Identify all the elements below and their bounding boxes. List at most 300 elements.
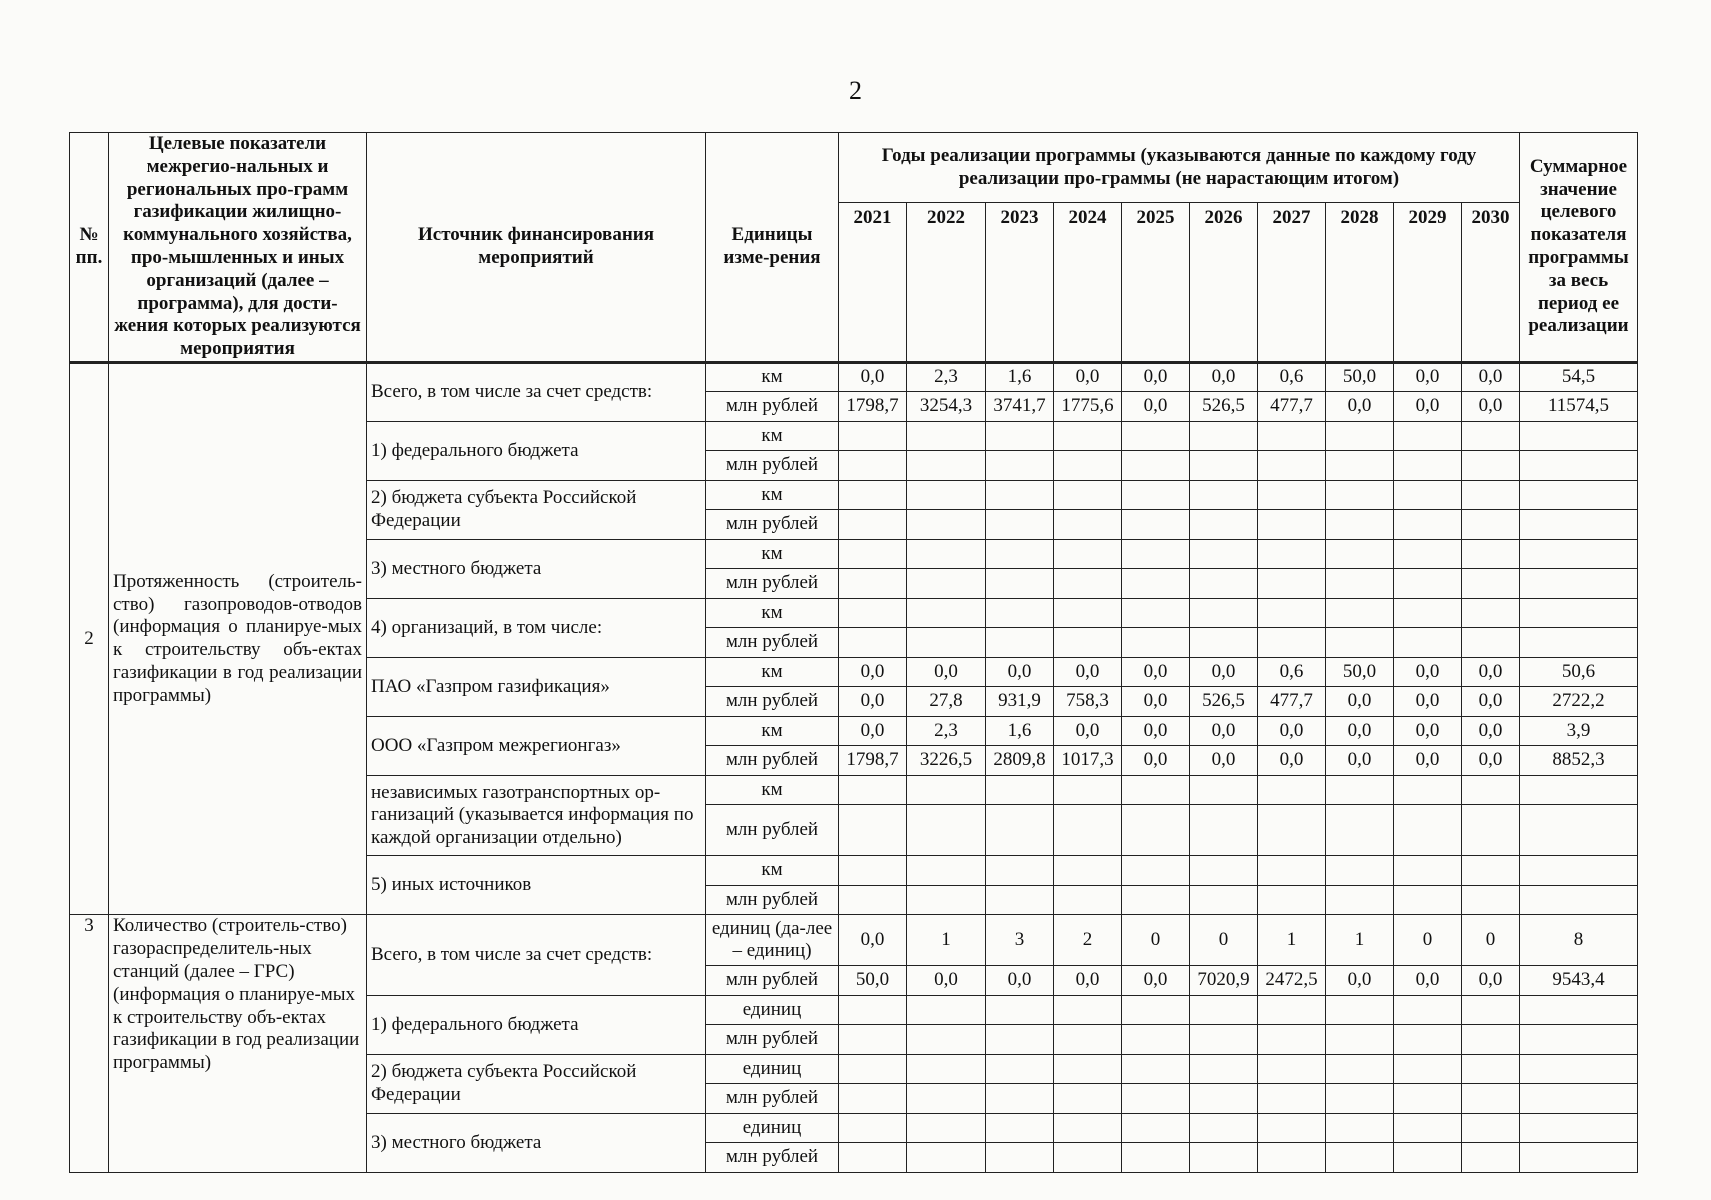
total-value-cell	[1520, 421, 1638, 451]
unit-cell: млн рублей	[706, 628, 839, 658]
year-value-cell: 0,0	[839, 362, 907, 392]
year-value-cell: 3	[986, 915, 1054, 966]
year-value-cell	[1122, 628, 1190, 658]
year-value-cell	[1122, 1054, 1190, 1084]
year-value-cell: 0,0	[1258, 716, 1326, 746]
year-value-cell	[1054, 885, 1122, 915]
year-value-cell	[1326, 510, 1394, 540]
header-year: 2027	[1258, 203, 1326, 363]
year-value-cell	[839, 1113, 907, 1143]
header-year: 2030	[1462, 203, 1520, 363]
year-value-cell	[907, 539, 986, 569]
year-value-cell	[907, 995, 986, 1025]
year-value-cell	[1258, 421, 1326, 451]
year-value-cell: 0,0	[1122, 716, 1190, 746]
total-value-cell: 9543,4	[1520, 966, 1638, 996]
year-value-cell	[1190, 421, 1258, 451]
year-value-cell	[907, 628, 986, 658]
year-value-cell	[1258, 1143, 1326, 1173]
unit-cell: км	[706, 856, 839, 886]
year-value-cell	[1258, 775, 1326, 805]
year-value-cell	[1394, 628, 1462, 658]
unit-cell: единиц (да-лее – единиц)	[706, 915, 839, 966]
indicator-name: Протяженность (строитель-ство) газопроводов-отводов (информация о планируе-мых к строительству объ-ектах газификации в год реализации программы)	[109, 362, 367, 915]
year-value-cell	[986, 451, 1054, 481]
year-value-cell: 0,0	[907, 657, 986, 687]
year-value-cell	[986, 480, 1054, 510]
funding-source: 1) федерального бюджета	[367, 421, 706, 480]
year-value-cell	[1054, 628, 1122, 658]
year-value-cell	[1122, 775, 1190, 805]
year-value-cell: 0,0	[839, 915, 907, 966]
year-value-cell: 1	[1326, 915, 1394, 966]
year-value-cell: 50,0	[1326, 362, 1394, 392]
header-no: № пп.	[70, 133, 109, 363]
year-value-cell	[1462, 1054, 1520, 1084]
year-value-cell	[1258, 510, 1326, 540]
year-value-cell	[1326, 856, 1394, 886]
unit-cell: млн рублей	[706, 966, 839, 996]
year-value-cell: 0,0	[907, 966, 986, 996]
header-indicator: Целевые показатели межрегио-нальных и региональных про-грамм газификации жилищно-коммунального хозяйства, про-мышленных и иных организаций (далее – программа), для дости-жения которых реализуются мероприятия	[109, 133, 367, 363]
year-value-cell	[1054, 1143, 1122, 1173]
year-value-cell	[1326, 805, 1394, 856]
year-value-cell	[1462, 628, 1520, 658]
unit-cell: км	[706, 362, 839, 392]
year-value-cell	[1122, 1113, 1190, 1143]
year-value-cell: 1798,7	[839, 392, 907, 422]
year-value-cell: 0,0	[1462, 966, 1520, 996]
year-value-cell	[1394, 539, 1462, 569]
year-value-cell: 0,0	[839, 657, 907, 687]
year-value-cell	[1190, 569, 1258, 599]
year-value-cell: 0	[1122, 915, 1190, 966]
year-value-cell: 0,0	[1054, 362, 1122, 392]
year-value-cell	[1258, 480, 1326, 510]
year-value-cell	[986, 569, 1054, 599]
year-value-cell: 0,0	[1462, 746, 1520, 776]
header-total: Суммарное значение целевого показателя программы за весь период ее реализации	[1520, 133, 1638, 363]
year-value-cell	[1122, 480, 1190, 510]
year-value-cell: 0,0	[1394, 362, 1462, 392]
header-year: 2021	[839, 203, 907, 363]
year-value-cell	[839, 628, 907, 658]
year-value-cell	[907, 510, 986, 540]
header-year: 2029	[1394, 203, 1462, 363]
year-value-cell: 0,0	[1326, 716, 1394, 746]
unit-cell: млн рублей	[706, 451, 839, 481]
total-value-cell	[1520, 1113, 1638, 1143]
year-value-cell	[1122, 856, 1190, 886]
year-value-cell	[1054, 539, 1122, 569]
year-value-cell	[839, 775, 907, 805]
year-value-cell	[1258, 885, 1326, 915]
year-value-cell: 0,0	[1462, 687, 1520, 717]
year-value-cell	[1326, 1054, 1394, 1084]
year-value-cell	[1462, 856, 1520, 886]
targets-table	[69, 132, 1638, 1173]
year-value-cell	[907, 569, 986, 599]
table-body	[70, 362, 1638, 1172]
year-value-cell: 0,0	[1394, 392, 1462, 422]
header-year: 2025	[1122, 203, 1190, 363]
unit-cell: млн рублей	[706, 1084, 839, 1114]
total-value-cell	[1520, 1054, 1638, 1084]
year-value-cell: 1	[1258, 915, 1326, 966]
total-value-cell: 3,9	[1520, 716, 1638, 746]
year-value-cell	[839, 885, 907, 915]
year-value-cell	[986, 775, 1054, 805]
year-value-cell	[1326, 995, 1394, 1025]
year-value-cell: 0,0	[1122, 657, 1190, 687]
page-number: 2	[849, 76, 862, 105]
year-value-cell	[1122, 885, 1190, 915]
funding-source: ПАО «Газпром газификация»	[367, 657, 706, 716]
year-value-cell	[1326, 569, 1394, 599]
year-value-cell	[1394, 1025, 1462, 1055]
unit-cell: км	[706, 539, 839, 569]
year-value-cell	[839, 856, 907, 886]
year-value-cell	[1462, 1143, 1520, 1173]
year-value-cell	[1394, 569, 1462, 599]
header-years: Годы реализации программы (указываются данные по каждому году реализации про-граммы (не нарастающим итогом)	[839, 133, 1520, 203]
funding-source: 5) иных источников	[367, 856, 706, 915]
year-value-cell	[1258, 1025, 1326, 1055]
indicator-name: Количество (строитель-ство) газораспределитель-ных станций (далее – ГРС) (информация о планируе-мых к строительству объ-ектах газификации в год реализации программы)	[109, 915, 367, 1173]
header-source: Источник финансирования мероприятий	[367, 133, 706, 363]
year-value-cell	[1326, 1025, 1394, 1055]
year-value-cell: 0,0	[1326, 966, 1394, 996]
year-value-cell: 3741,7	[986, 392, 1054, 422]
year-value-cell: 477,7	[1258, 392, 1326, 422]
year-value-cell	[986, 1025, 1054, 1055]
year-value-cell	[986, 1113, 1054, 1143]
year-value-cell: 1	[907, 915, 986, 966]
header-unit: Единицы изме-рения	[706, 133, 839, 363]
year-value-cell: 0	[1190, 915, 1258, 966]
unit-cell: единиц	[706, 1054, 839, 1084]
year-value-cell: 2472,5	[1258, 966, 1326, 996]
year-value-cell	[1054, 421, 1122, 451]
year-value-cell	[839, 1143, 907, 1173]
year-value-cell	[839, 510, 907, 540]
year-value-cell: 0,0	[1394, 657, 1462, 687]
total-value-cell	[1520, 856, 1638, 886]
year-value-cell	[1326, 1113, 1394, 1143]
header-year: 2026	[1190, 203, 1258, 363]
year-value-cell	[1394, 510, 1462, 540]
year-value-cell	[1462, 569, 1520, 599]
funding-source: ООО «Газпром межрегионгаз»	[367, 716, 706, 775]
year-value-cell	[1054, 510, 1122, 540]
year-value-cell	[1394, 421, 1462, 451]
year-value-cell	[1122, 598, 1190, 628]
total-value-cell	[1520, 480, 1638, 510]
year-value-cell	[839, 1084, 907, 1114]
total-value-cell	[1520, 451, 1638, 481]
year-value-cell	[1190, 539, 1258, 569]
unit-cell: млн рублей	[706, 687, 839, 717]
year-value-cell	[839, 995, 907, 1025]
funding-source: 3) местного бюджета	[367, 1113, 706, 1172]
unit-cell: млн рублей	[706, 1143, 839, 1173]
funding-source: 1) федерального бюджета	[367, 995, 706, 1054]
year-value-cell	[1122, 510, 1190, 540]
year-value-cell	[1394, 775, 1462, 805]
year-value-cell	[1462, 995, 1520, 1025]
year-value-cell	[1462, 421, 1520, 451]
year-value-cell: 0,0	[1122, 392, 1190, 422]
total-value-cell	[1520, 995, 1638, 1025]
funding-source: 4) организаций, в том числе:	[367, 598, 706, 657]
funding-source: 3) местного бюджета	[367, 539, 706, 598]
year-value-cell: 2809,8	[986, 746, 1054, 776]
year-value-cell: 0,0	[1190, 746, 1258, 776]
year-value-cell	[839, 421, 907, 451]
year-value-cell	[986, 539, 1054, 569]
year-value-cell	[1054, 1113, 1122, 1143]
year-value-cell	[1054, 1025, 1122, 1055]
year-value-cell	[839, 1054, 907, 1084]
year-value-cell: 0,6	[1258, 657, 1326, 687]
year-value-cell: 0,0	[1326, 392, 1394, 422]
year-value-cell: 1798,7	[839, 746, 907, 776]
total-value-cell	[1520, 569, 1638, 599]
year-value-cell	[1326, 421, 1394, 451]
unit-cell: млн рублей	[706, 1025, 839, 1055]
year-value-cell	[1258, 1113, 1326, 1143]
year-value-cell	[1122, 539, 1190, 569]
year-value-cell	[1258, 451, 1326, 481]
unit-cell: км	[706, 480, 839, 510]
unit-cell: млн рублей	[706, 805, 839, 856]
funding-source: независимых газотранспортных ор-ганизаций (указывается информация по каждой организации отдельно)	[367, 775, 706, 856]
header-year: 2024	[1054, 203, 1122, 363]
header-year: 2023	[986, 203, 1054, 363]
unit-cell: млн рублей	[706, 510, 839, 540]
year-value-cell	[1326, 539, 1394, 569]
year-value-cell	[907, 805, 986, 856]
year-value-cell	[1190, 885, 1258, 915]
year-value-cell	[1054, 775, 1122, 805]
year-value-cell: 0,0	[1190, 362, 1258, 392]
year-value-cell	[1258, 1084, 1326, 1114]
year-value-cell: 0,0	[1054, 966, 1122, 996]
year-value-cell	[839, 805, 907, 856]
total-value-cell	[1520, 598, 1638, 628]
year-value-cell: 0,0	[1462, 657, 1520, 687]
year-value-cell	[1394, 805, 1462, 856]
year-value-cell	[1054, 480, 1122, 510]
year-value-cell	[839, 598, 907, 628]
year-value-cell: 0	[1394, 915, 1462, 966]
indicator-number: 3	[70, 915, 109, 1173]
year-value-cell	[986, 510, 1054, 540]
year-value-cell	[1326, 480, 1394, 510]
total-value-cell: 50,6	[1520, 657, 1638, 687]
total-value-cell	[1520, 775, 1638, 805]
year-value-cell	[986, 421, 1054, 451]
year-value-cell: 0,0	[1394, 746, 1462, 776]
year-value-cell	[907, 1084, 986, 1114]
year-value-cell	[1394, 885, 1462, 915]
total-value-cell	[1520, 805, 1638, 856]
year-value-cell: 50,0	[1326, 657, 1394, 687]
year-value-cell: 1,6	[986, 362, 1054, 392]
year-value-cell	[986, 885, 1054, 915]
total-value-cell	[1520, 885, 1638, 915]
year-value-cell	[1462, 1084, 1520, 1114]
year-value-cell	[1190, 480, 1258, 510]
year-value-cell	[1258, 856, 1326, 886]
year-value-cell	[907, 598, 986, 628]
year-value-cell	[1258, 995, 1326, 1025]
year-value-cell: 27,8	[907, 687, 986, 717]
year-value-cell: 0,0	[1054, 716, 1122, 746]
year-value-cell: 0,0	[1394, 966, 1462, 996]
unit-cell: млн рублей	[706, 885, 839, 915]
year-value-cell: 0,0	[986, 657, 1054, 687]
indicator-number: 2	[70, 362, 109, 915]
year-value-cell: 3226,5	[907, 746, 986, 776]
total-value-cell: 8	[1520, 915, 1638, 966]
year-value-cell	[1054, 1054, 1122, 1084]
year-value-cell	[1394, 1054, 1462, 1084]
total-value-cell	[1520, 1025, 1638, 1055]
total-value-cell	[1520, 1084, 1638, 1114]
funding-source: Всего, в том числе за счет средств:	[367, 915, 706, 996]
year-value-cell	[1326, 1084, 1394, 1114]
year-value-cell: 50,0	[839, 966, 907, 996]
year-value-cell: 0,0	[1190, 657, 1258, 687]
year-value-cell: 2,3	[907, 362, 986, 392]
year-value-cell: 477,7	[1258, 687, 1326, 717]
year-value-cell	[907, 1054, 986, 1084]
year-value-cell	[1054, 856, 1122, 886]
year-value-cell	[1190, 856, 1258, 886]
year-value-cell	[1190, 510, 1258, 540]
year-value-cell	[986, 995, 1054, 1025]
year-value-cell	[1190, 1143, 1258, 1173]
year-value-cell	[1258, 569, 1326, 599]
year-value-cell: 0,0	[1258, 746, 1326, 776]
year-value-cell	[1122, 451, 1190, 481]
year-value-cell	[1122, 995, 1190, 1025]
total-value-cell: 2722,2	[1520, 687, 1638, 717]
year-value-cell	[1462, 885, 1520, 915]
total-value-cell	[1520, 510, 1638, 540]
year-value-cell: 0,0	[1122, 746, 1190, 776]
year-value-cell	[1326, 1143, 1394, 1173]
year-value-cell: 0	[1462, 915, 1520, 966]
year-value-cell	[1190, 775, 1258, 805]
year-value-cell	[1190, 628, 1258, 658]
year-value-cell: 0,0	[986, 966, 1054, 996]
year-value-cell	[986, 1143, 1054, 1173]
year-value-cell	[1462, 598, 1520, 628]
year-value-cell: 0,0	[1054, 657, 1122, 687]
year-value-cell	[839, 569, 907, 599]
year-value-cell	[1122, 805, 1190, 856]
year-value-cell: 0,0	[1394, 716, 1462, 746]
year-value-cell	[1462, 805, 1520, 856]
year-value-cell: 0,0	[1462, 362, 1520, 392]
year-value-cell: 526,5	[1190, 687, 1258, 717]
year-value-cell	[907, 480, 986, 510]
year-value-cell: 2	[1054, 915, 1122, 966]
year-value-cell	[1054, 995, 1122, 1025]
unit-cell: млн рублей	[706, 569, 839, 599]
total-value-cell: 54,5	[1520, 362, 1638, 392]
unit-cell: млн рублей	[706, 392, 839, 422]
year-value-cell	[1190, 1054, 1258, 1084]
unit-cell: млн рублей	[706, 746, 839, 776]
year-value-cell	[1190, 598, 1258, 628]
year-value-cell	[1326, 775, 1394, 805]
year-value-cell	[907, 885, 986, 915]
year-value-cell	[986, 1084, 1054, 1114]
unit-cell: км	[706, 657, 839, 687]
year-value-cell	[1326, 885, 1394, 915]
year-value-cell	[907, 1113, 986, 1143]
year-value-cell: 0,0	[839, 716, 907, 746]
unit-cell: км	[706, 716, 839, 746]
total-value-cell: 11574,5	[1520, 392, 1638, 422]
year-value-cell	[1394, 1143, 1462, 1173]
year-value-cell: 0,0	[1462, 392, 1520, 422]
year-value-cell	[1190, 1025, 1258, 1055]
year-value-cell	[986, 628, 1054, 658]
year-value-cell	[1394, 856, 1462, 886]
funding-source: 2) бюджета субъекта Российской Федерации	[367, 1054, 706, 1113]
year-value-cell: 0,0	[1462, 716, 1520, 746]
year-value-cell: 0,0	[1394, 687, 1462, 717]
year-value-cell	[907, 775, 986, 805]
year-value-cell	[1054, 451, 1122, 481]
year-value-cell	[1258, 805, 1326, 856]
total-value-cell	[1520, 628, 1638, 658]
year-value-cell	[907, 1143, 986, 1173]
year-value-cell	[1394, 1084, 1462, 1114]
year-value-cell	[1122, 1025, 1190, 1055]
year-value-cell	[907, 1025, 986, 1055]
year-value-cell	[907, 856, 986, 886]
year-value-cell	[1122, 569, 1190, 599]
year-value-cell	[839, 1025, 907, 1055]
year-value-cell	[1122, 1084, 1190, 1114]
year-value-cell	[907, 451, 986, 481]
total-value-cell: 8852,3	[1520, 746, 1638, 776]
year-value-cell: 0,6	[1258, 362, 1326, 392]
year-value-cell	[1054, 805, 1122, 856]
year-value-cell	[1462, 480, 1520, 510]
year-value-cell	[1122, 421, 1190, 451]
year-value-cell: 526,5	[1190, 392, 1258, 422]
header-year: 2028	[1326, 203, 1394, 363]
year-value-cell	[986, 598, 1054, 628]
unit-cell: единиц	[706, 1113, 839, 1143]
year-value-cell: 931,9	[986, 687, 1054, 717]
total-value-cell	[1520, 539, 1638, 569]
year-value-cell	[839, 480, 907, 510]
year-value-cell	[1054, 1084, 1122, 1114]
unit-cell: единиц	[706, 995, 839, 1025]
year-value-cell	[1326, 628, 1394, 658]
unit-cell: км	[706, 775, 839, 805]
year-value-cell	[1326, 598, 1394, 628]
year-value-cell: 1775,6	[1054, 392, 1122, 422]
year-value-cell	[986, 1054, 1054, 1084]
